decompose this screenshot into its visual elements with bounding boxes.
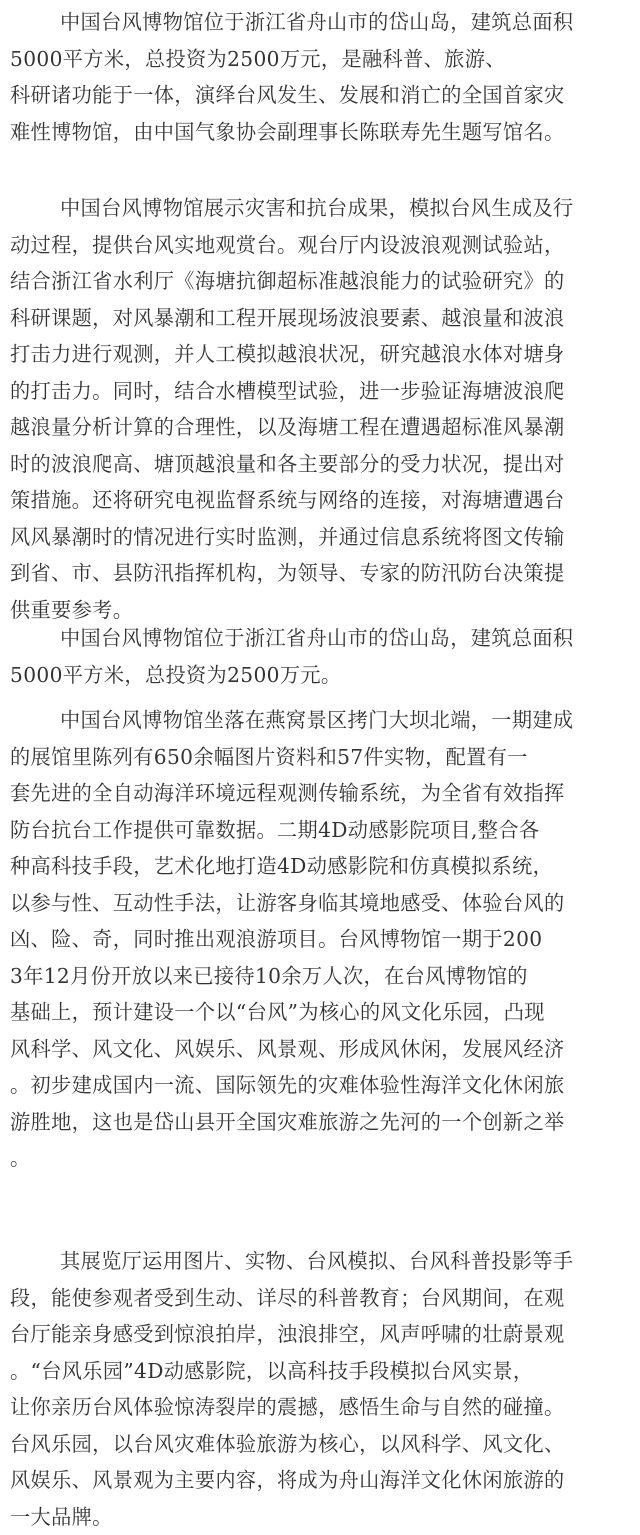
text-line: 动过程，提供台风实地观赏台。观台厅内设波浪观测试验站， bbox=[10, 227, 636, 264]
paragraph-intro bbox=[10, 4, 636, 150]
text-line: 3年12月份开放以来已接待10余万人次，在台风博物馆的 bbox=[10, 958, 636, 995]
text-line: 的打击力。同时，结合水槽模型试验，进一步验证海塘波浪爬 bbox=[10, 373, 636, 410]
text-line: 难性博物馆，由中国气象协会副理事长陈联寿先生题写馆名。 bbox=[10, 114, 636, 151]
text-line: 中国台风博物馆位于浙江省舟山市的岱山岛，建筑总面积 bbox=[10, 620, 636, 657]
text-line: 科研诸功能于一体，演绎台风发生、发展和消亡的全国首家灾 bbox=[10, 77, 636, 114]
paragraph-location bbox=[10, 620, 636, 693]
text-line: 风娱乐、风景观为主要内容，将成为舟山海洋文化休闲旅游的 bbox=[10, 1462, 636, 1499]
paragraph-exhibits bbox=[10, 190, 636, 628]
text-line: 。“台风乐园”4D动感影院，以高科技手段模拟台风实景， bbox=[10, 1353, 636, 1390]
text-line: 。 bbox=[10, 1140, 636, 1177]
text-line: 台厅能亲身感受到惊浪拍岸，浊浪排空，风声呼啸的壮蔚景观 bbox=[10, 1316, 636, 1353]
text-line: 打击力进行观测，并人工模拟越浪状况，研究越浪水体对塘身 bbox=[10, 336, 636, 373]
text-line: 其展览厅运用图片、实物、台风模拟、台风科普投影等手 bbox=[10, 1243, 636, 1280]
text-line: 5000平方米，总投资为2500万元。 bbox=[10, 657, 636, 694]
text-line: 风科学、风文化、风娱乐、风景观、形成风休闲，发展风经济 bbox=[10, 1031, 636, 1068]
text-line: 中国台风博物馆展示灾害和抗台成果，模拟台风生成及行 bbox=[10, 190, 636, 227]
text-line: 段，能使参观者受到生动、详尽的科普教育；台风期间，在观 bbox=[10, 1280, 636, 1317]
text-line: 时的波浪爬高、塘顶越浪量和各主要部分的受力状况，提出对 bbox=[10, 446, 636, 483]
text-line: 策措施。还将研究电视监督系统与网络的连接，对海塘遭遇台 bbox=[10, 482, 636, 519]
text-line: 科研课题，对风暴潮和工程开展现场波浪要素、越浪量和波浪 bbox=[10, 300, 636, 337]
paragraph-history bbox=[10, 702, 636, 1177]
text-line: 中国台风博物馆位于浙江省舟山市的岱山岛，建筑总面积 bbox=[10, 4, 636, 41]
text-line: 5000平方米，总投资为2500万元，是融科普、旅游、 bbox=[10, 41, 636, 78]
text-line: 凶、险、奇，同时推出观浪游项目。台风博物馆一期于200 bbox=[10, 921, 636, 958]
paragraph-hall bbox=[10, 1243, 636, 1535]
text-line: 到省、市、县防汛指挥机构，为领导、专家的防汛防台决策提 bbox=[10, 555, 636, 592]
text-line: 结合浙江省水利厅《海塘抗御超标准越浪能力的试验研究》的 bbox=[10, 263, 636, 300]
text-line: 供重要参考。 bbox=[10, 592, 636, 629]
text-line: 台风乐园，以台风灾难体验旅游为核心，以风科学、风文化、 bbox=[10, 1426, 636, 1463]
text-line: 越浪量分析计算的合理性，以及海塘工程在遭遇超标准风暴潮 bbox=[10, 409, 636, 446]
text-line: 让你亲历台风体验惊涛裂岸的震撼，感悟生命与自然的碰撞。 bbox=[10, 1389, 636, 1426]
text-line: 以参与性、互动性手法，让游客身临其境地感受、体验台风的 bbox=[10, 885, 636, 922]
text-line: 套先进的全自动海洋环境远程观测传输系统，为全省有效指挥 bbox=[10, 775, 636, 812]
text-line: 风风暴潮时的情况进行实时监测，并通过信息系统将图文传输 bbox=[10, 519, 636, 556]
text-line: 。初步建成国内一流、国际领先的灾难体验性海洋文化休闲旅 bbox=[10, 1067, 636, 1104]
text-line: 种高科技手段，艺术化地打造4D动感影院和仿真模拟系统， bbox=[10, 848, 636, 885]
text-line: 基础上，预计建设一个以“台风”为核心的风文化乐园，凸现 bbox=[10, 994, 636, 1031]
text-line: 防台抗台工作提供可靠数据。二期4D动感影院项目,整合各 bbox=[10, 812, 636, 849]
text-line: 的展馆里陈列有650余幅图片资料和57件实物，配置有一 bbox=[10, 739, 636, 776]
text-line: 游胜地，这也是岱山县开全国灾难旅游之先河的一个创新之举 bbox=[10, 1104, 636, 1141]
text-line: 一大品牌。 bbox=[10, 1499, 636, 1535]
text-line: 中国台风博物馆坐落在燕窝景区拷门大坝北端，一期建成 bbox=[10, 702, 636, 739]
